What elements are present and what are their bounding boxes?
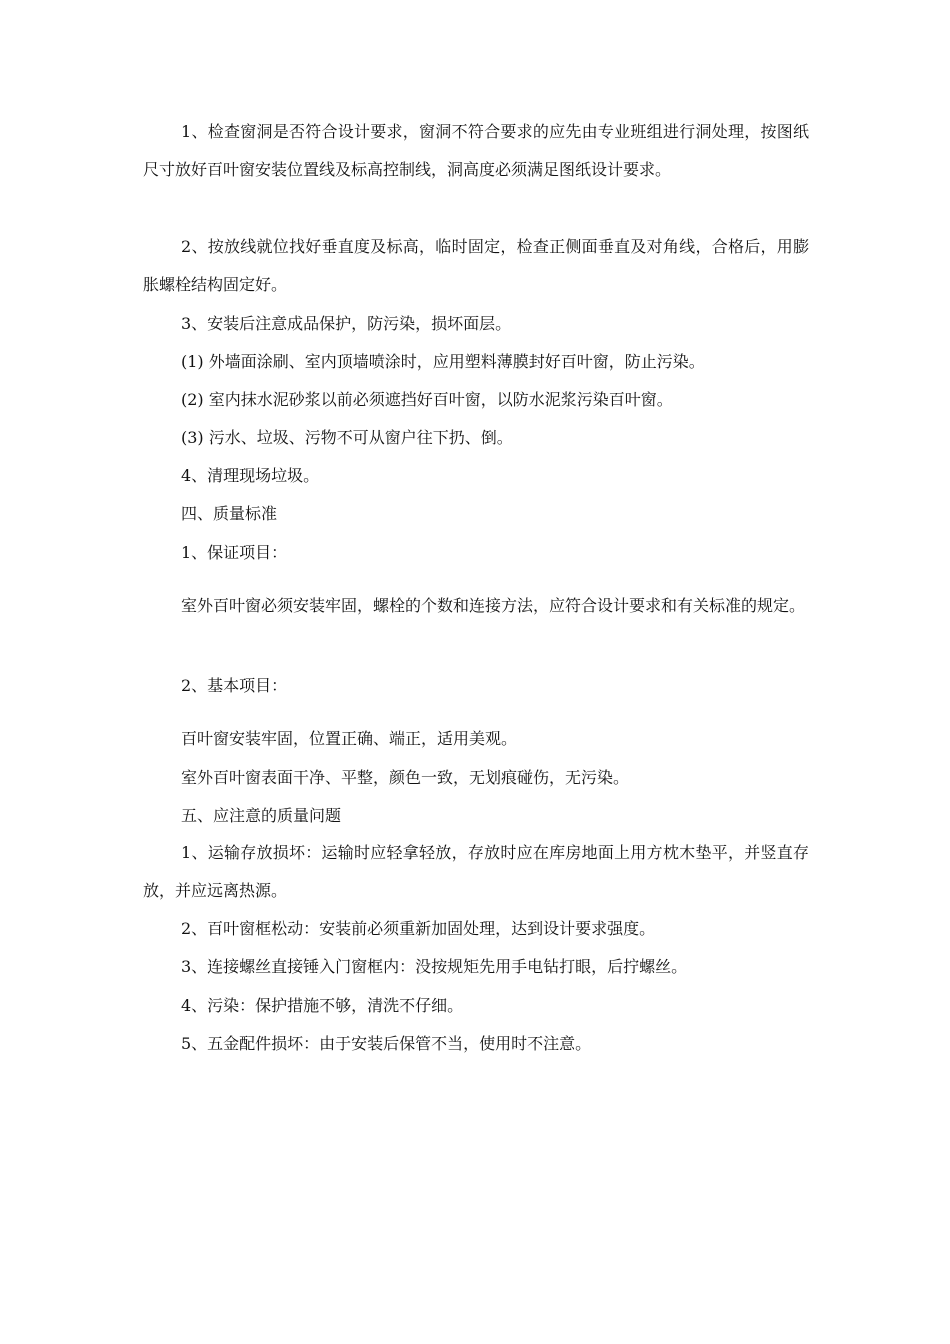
section-heading-quality-issues: 五、应注意的质量问题 [181, 806, 342, 825]
paragraph-guarantee-text: 室外百叶窗必须安装牢固，螺栓的个数和连接方法，应符合设计要求和有关标准的规定。 [181, 596, 806, 615]
paragraph-step-4: 4、清理现场垃圾。 [181, 466, 320, 485]
paragraph-issue-4: 4、污染：保护措施不够，清洗不仔细。 [181, 996, 464, 1015]
paragraph-issue-2: 2、百叶窗框松动：安装前必须重新加固处理，达到设计要求强度。 [181, 919, 656, 938]
paragraph-issue-3: 3、连接螺丝直接锤入门窗框内：没按规矩先用手电钻打眼，后拧螺丝。 [181, 957, 688, 976]
paragraph-item-3: (3) 污水、垃圾、污物不可从窗户往下扔、倒。 [181, 428, 513, 447]
paragraph-basic-text-2: 室外百叶窗表面干净、平整，颜色一致，无划痕碰伤，无污染。 [181, 768, 630, 787]
paragraph-step-1: 1、检查窗洞是否符合设计要求，窗洞不符合要求的应先由专业班组进行洞处理，按图纸尺寸放好百叶窗安装位置线及标高控制线，洞高度必须满足图纸设计要求。 [143, 122, 809, 179]
subheading-basic-items: 2、基本项目： [181, 676, 288, 695]
paragraph-basic-text-1: 百叶窗安装牢固，位置正确、端正，适用美观。 [181, 729, 518, 748]
paragraph-item-2: (2) 室内抹水泥砂浆以前必须遮挡好百叶窗，以防水泥浆污染百叶窗。 [181, 390, 673, 409]
subheading-guarantee-items: 1、保证项目： [181, 543, 288, 562]
paragraph-step-3: 3、安装后注意成品保护，防污染，损坏面层。 [181, 314, 512, 333]
paragraph-issue-1: 1、运输存放损坏：运输时应轻拿轻放，存放时应在库房地面上用方枕木垫平，并竖直存放，并应远离热源。 [143, 843, 809, 900]
section-heading-quality-standard: 四、质量标准 [181, 504, 278, 523]
paragraph-issue-5: 5、五金配件损坏：由于安装后保管不当，使用时不注意。 [181, 1034, 592, 1053]
paragraph-item-1: (1) 外墙面涂刷、室内顶墙喷涂时，应用塑料薄膜封好百叶窗，防止污染。 [181, 352, 705, 371]
paragraph-step-2: 2、按放线就位找好垂直度及标高，临时固定，检查正侧面垂直及对角线，合格后，用膨胀螺栓结构固定好。 [143, 237, 809, 294]
